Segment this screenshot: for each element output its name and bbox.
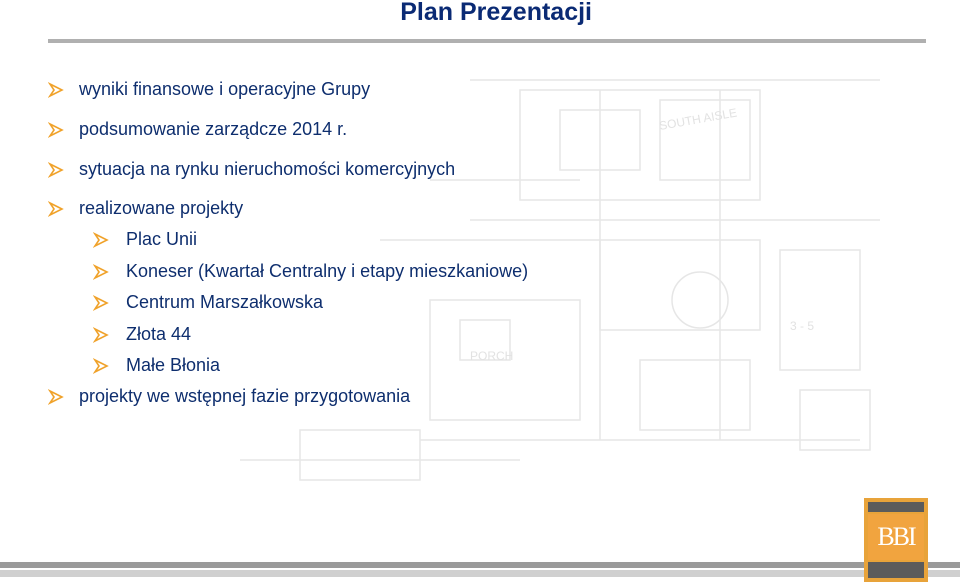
- arrow-bullet-icon: [48, 162, 64, 178]
- bullet-text: podsumowanie zarządcze 2014 r.: [79, 119, 348, 139]
- arrow-bullet-icon: [93, 264, 109, 280]
- bullet-text: Koneser (Kwartał Centralny i etapy mieszkaniowe): [126, 261, 529, 281]
- arrow-bullet-icon: [48, 389, 64, 405]
- slide-title: Plan Prezentacji: [400, 0, 592, 26]
- bbi-logo: [864, 498, 928, 582]
- bullet-item: [48, 159, 455, 180]
- bullet-item: [48, 386, 410, 407]
- arrow-bullet-icon: [93, 358, 109, 374]
- arrow-bullet-icon: [93, 295, 109, 311]
- arrow-bullet-icon: [48, 201, 64, 217]
- bullet-subitem: [93, 229, 197, 250]
- svg-text:SOUTH AISLE: SOUTH AISLE: [658, 105, 739, 133]
- bullet-item: [48, 198, 243, 219]
- bullet-text: Złota 44: [126, 324, 192, 344]
- bullet-item: [48, 79, 370, 100]
- title-divider: [48, 39, 926, 43]
- arrow-bullet-icon: [48, 122, 64, 138]
- bullet-text: Małe Błonia: [126, 355, 221, 375]
- footer-bar-dark: [0, 562, 960, 568]
- bullet-item: [48, 119, 347, 140]
- logo-text: BBI: [877, 522, 915, 551]
- logo-top-band: [868, 502, 924, 512]
- logo-center: [868, 514, 924, 560]
- logo-bottom-band: [868, 562, 924, 578]
- bullet-text: Plac Unii: [126, 229, 198, 249]
- svg-text:3 - 5: 3 - 5: [790, 319, 815, 333]
- footer-bar-light: [0, 570, 960, 577]
- bullet-text: sytuacja na rynku nieruchomości komercyjnych: [79, 159, 456, 179]
- bullet-text: wyniki finansowe i operacyjne Grupy: [79, 79, 371, 99]
- bullet-subitem: [93, 355, 220, 376]
- arrow-bullet-icon: [48, 82, 64, 98]
- arrow-bullet-icon: [93, 232, 109, 248]
- bullet-text: realizowane projekty: [79, 198, 244, 218]
- bullet-text: projekty we wstępnej fazie przygotowania: [79, 386, 411, 406]
- arrow-bullet-icon: [93, 327, 109, 343]
- bullet-subitem: [93, 324, 191, 345]
- svg-text:PORCH: PORCH: [470, 349, 514, 363]
- bullet-text: Centrum Marszałkowska: [126, 292, 324, 312]
- bullet-subitem: [93, 292, 323, 313]
- bullet-subitem: [93, 261, 528, 282]
